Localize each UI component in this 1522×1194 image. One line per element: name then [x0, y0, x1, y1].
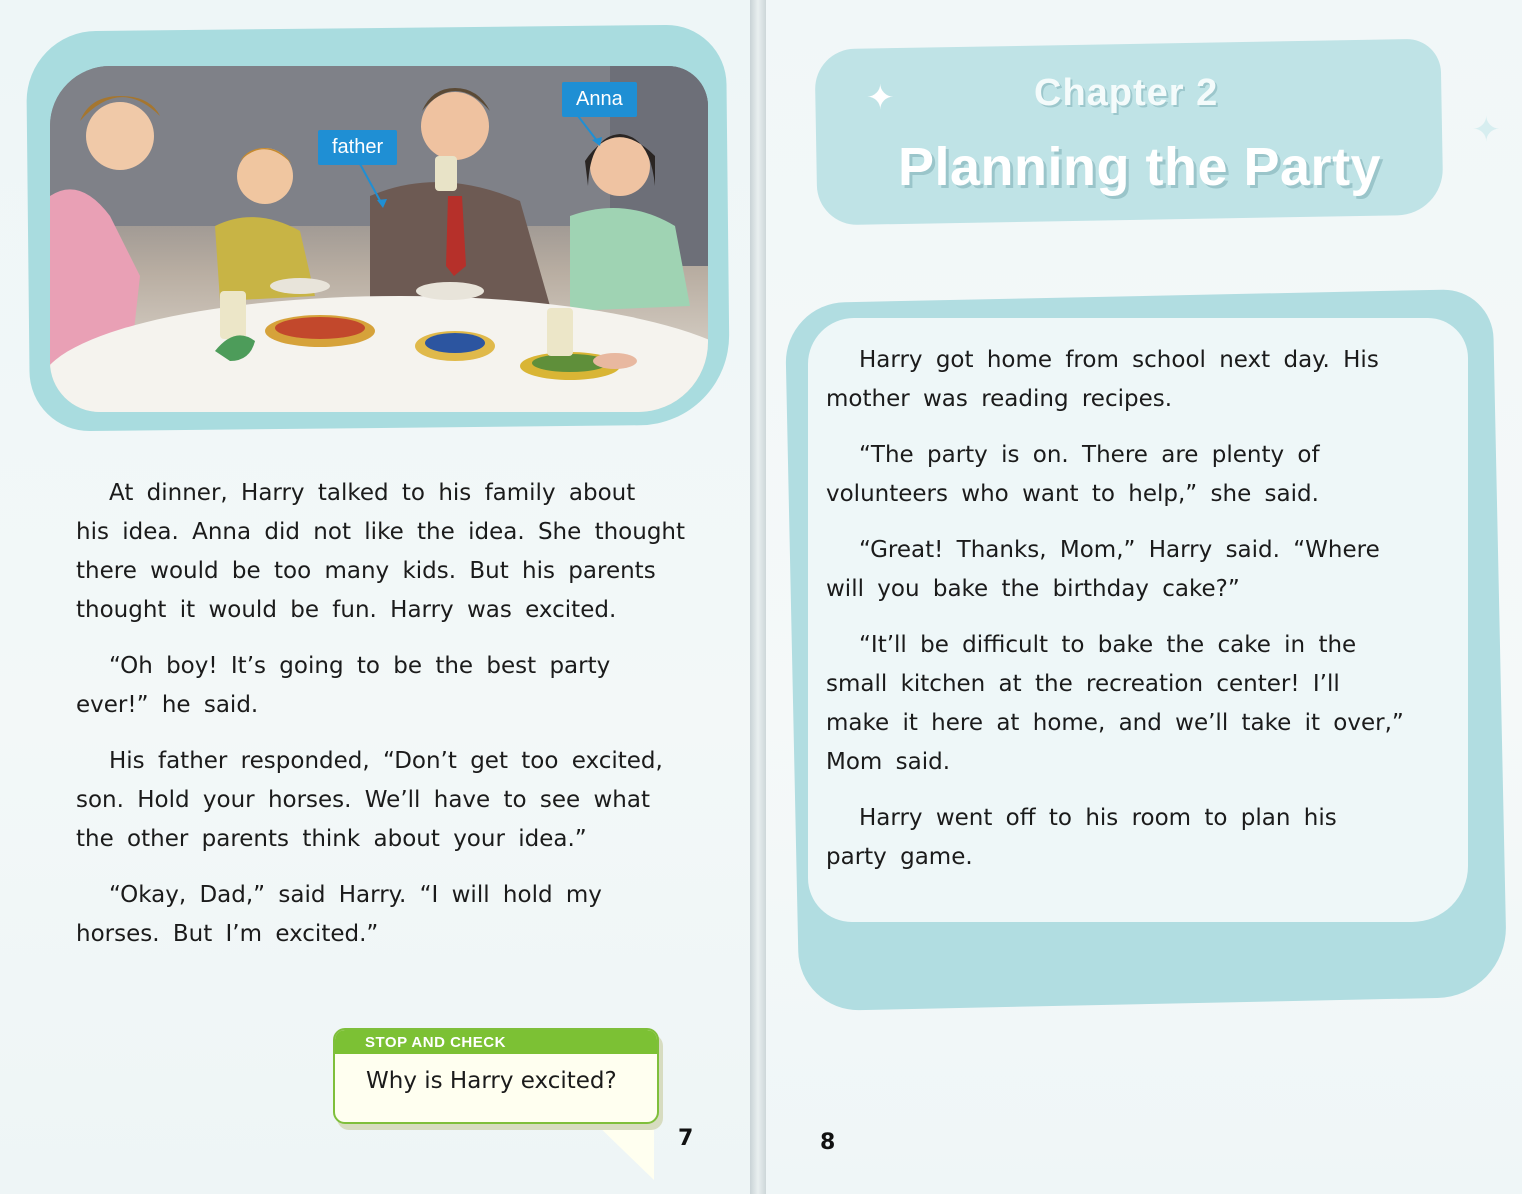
stop-and-check-tail — [592, 1120, 654, 1180]
paragraph-4 — [76, 876, 716, 954]
line: his idea. Anna did not like the idea. She thought — [76, 519, 686, 545]
page-number-right: 8 — [820, 1130, 836, 1155]
paragraph-5 — [826, 799, 1446, 877]
anna-pointer-arrow — [575, 114, 607, 150]
line: “Okay, Dad,” said Harry. “I will hold my — [109, 882, 602, 908]
left-story-text — [76, 474, 716, 954]
line: there would be too many kids. But his parents — [76, 558, 656, 584]
stop-and-check-box — [333, 1028, 659, 1124]
line: His father responded, “Don’t get too excited, — [109, 748, 663, 774]
father-label: father — [318, 130, 397, 165]
line: ever!” he said. — [76, 692, 259, 718]
line: “The party is on. There are plenty of — [859, 442, 1320, 468]
line: At dinner, Harry talked to his family about — [109, 480, 636, 506]
stop-and-check-question: Why is Harry excited? — [366, 1068, 617, 1094]
line: mother was reading recipes. — [826, 386, 1173, 412]
line: volunteers who want to help,” she said. — [826, 481, 1319, 507]
line: make it here at home, and we’ll take it over,” — [826, 710, 1404, 736]
paragraph-1 — [826, 341, 1446, 419]
paragraph-4 — [826, 626, 1446, 782]
paragraph-3 — [76, 742, 716, 859]
family-dinner-illustration — [50, 66, 708, 412]
line: son. Hold your horses. We’ll have to see what — [76, 787, 650, 813]
sparkle-icon: ✦ — [1472, 110, 1501, 150]
anna-label: Anna — [562, 82, 637, 117]
line: “Oh boy! It’s going to be the best party — [109, 653, 611, 679]
paragraph-2 — [76, 647, 716, 725]
sparkle-icon: ✦ — [866, 78, 895, 118]
chapter-title: Planning the Party — [898, 137, 1382, 197]
line: will you bake the birthday cake?” — [826, 576, 1240, 602]
line: party game. — [826, 844, 973, 870]
line: Mom said. — [826, 749, 951, 775]
line: Harry got home from school next day. His — [859, 347, 1379, 373]
stop-and-check-heading: STOP AND CHECK — [335, 1030, 657, 1054]
line: “Great! Thanks, Mom,” Harry said. “Where — [859, 537, 1380, 563]
chapter-number: Chapter 2 — [1034, 72, 1219, 114]
book-gutter — [750, 0, 766, 1194]
line: horses. But I’m excited.” — [76, 921, 379, 947]
paragraph-1 — [76, 474, 716, 630]
line: small kitchen at the recreation center! I’ll — [826, 671, 1340, 697]
line: “It’ll be difficult to bake the cake in the — [859, 632, 1357, 658]
line: Harry went off to his room to plan his — [859, 805, 1337, 831]
father-pointer-arrow — [355, 162, 395, 212]
page-number-left: 7 — [678, 1126, 694, 1151]
line: the other parents think about your idea.” — [76, 826, 587, 852]
line: thought it would be fun. Harry was excited. — [76, 597, 617, 623]
paragraph-2 — [826, 436, 1446, 514]
right-story-text — [826, 341, 1446, 877]
paragraph-3 — [826, 531, 1446, 609]
